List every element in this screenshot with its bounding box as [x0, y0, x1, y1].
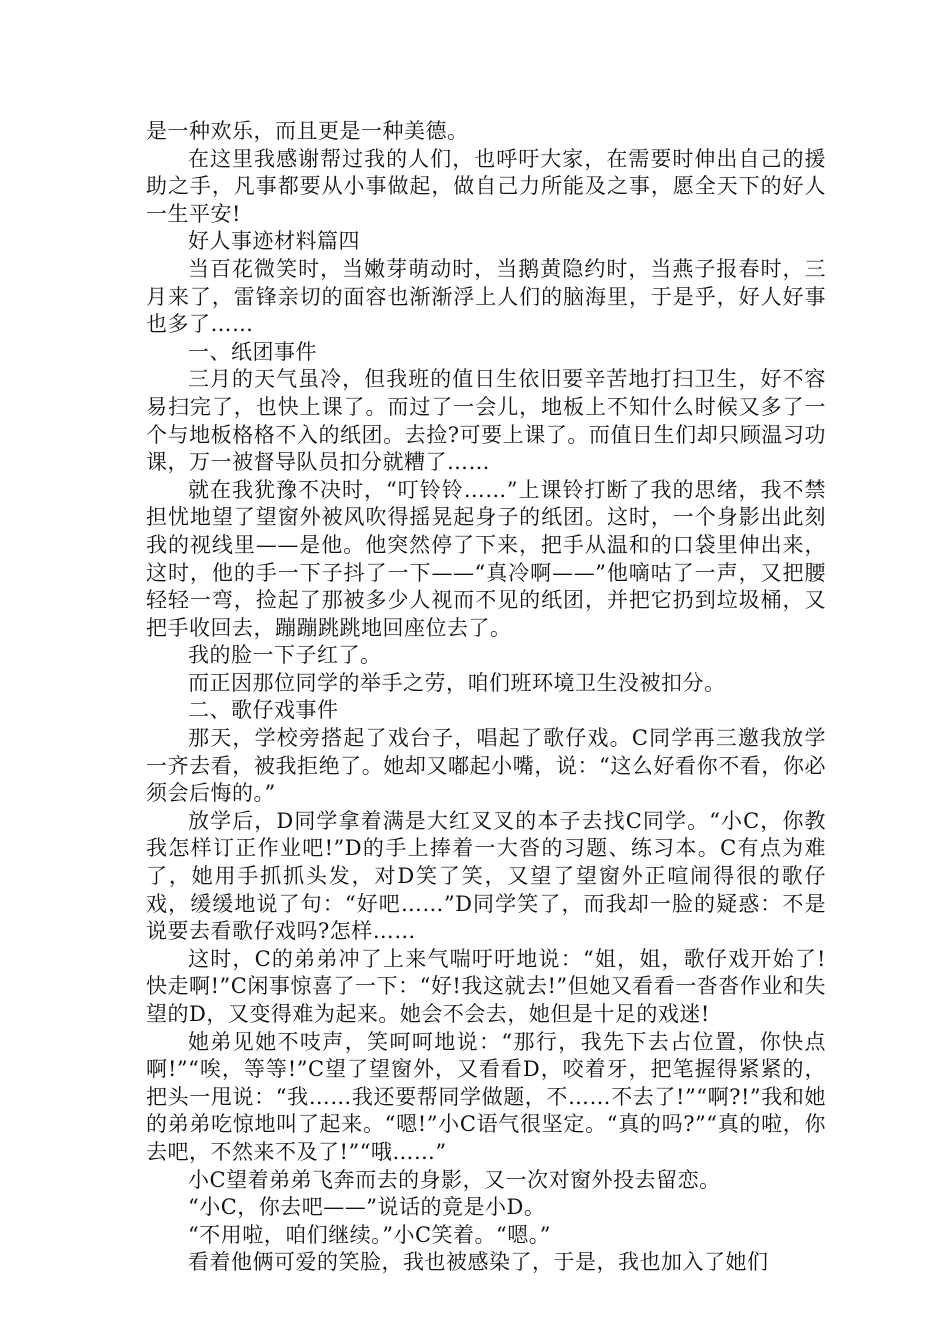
paragraph: 小C望着弟弟飞奔而去的身影，又一次对窗外投去留恋。	[188, 1167, 721, 1192]
paragraph: 当百花微笑时，当嫩芽萌动时，当鹅黄隐约时，当燕子报春时，三月来了，雷锋亲切的面容也渐渐浮上人们的脑海里，于是乎，好人好事也多了……	[146, 256, 826, 337]
paragraph: 三月的天气虽冷，但我班的值日生依旧要辛苦地打扫卫生，好不容易扫完了，也快上课了。而过了一会儿，地板上不知什么时候又多了一个与地板格格不入的纸团。去捡?可要上课了。而值日生们却只顾温习功课，万一被督导队员扣分就糟了……	[146, 367, 826, 475]
document-body	[146, 118, 826, 1277]
paragraph: 是一种欢乐，而且更是一种美德。	[146, 119, 469, 143]
paragraph: 放学后，D同学拿着满是大红叉叉的本子去找C同学。“小C，你教我怎样订正作业吧!”D的手上捧着一大沓的习题、练习本。C有点为难了，她用手抓抓头发，对D笑了笑，又望了望窗外正喧闹得很的歌仔戏，缓缓地说了句：“好吧……”D同学笑了，而我却一脸的疑惑：不是说要去看歌仔戏吗?怎样……	[146, 808, 826, 944]
subsection-title: 二、歌仔戏事件	[188, 698, 339, 723]
paragraph: 她弟见她不吱声，笑呵呵地说：“那行，我先下去占位置，你快点啊!”“唉，等等!”C望了望窗外，又看看D，咬着牙，把笔握得紧紧的，把头一甩说：“我……我还要帮同学做题，不……不去了!”“啊?!”我和她的弟弟吃惊地叫了起来。“嗯!”小C语气很坚定。“真的吗?”“真的啦，你去吧，不然来不及了!”“哦……”	[146, 1029, 826, 1164]
paragraph: 这时，C的弟弟冲了上来气喘吁吁地说：“姐，姐，歌仔戏开始了!快走啊!”C闲事惊喜了一下：“好!我这就去!”但她又看看一沓沓作业和失望的D，又变得难为起来。她会不会去，她但是十足的戏迷!	[146, 946, 826, 1026]
paragraph: “不用啦，咱们继续。”小C笑着。“嗯。”	[188, 1222, 552, 1247]
section-title: 好人事迹材料篇四	[188, 229, 360, 254]
paragraph: 而正因那位同学的举手之劳，咱们班环境卫生没被扣分。	[188, 670, 726, 695]
paragraph: “小C，你去吧——”说话的竟是小D。	[188, 1195, 546, 1220]
paragraph: 那天，学校旁搭起了戏台子，唱起了歌仔戏。C同学再三邀我放学一齐去看，被我拒绝了。她却又嘟起小嘴，说：“这么好看你不看，你必须会后悔的。”	[146, 726, 826, 806]
paragraph: 看着他俩可爱的笑脸，我也被感染了，于是，我也加入了她们	[188, 1250, 769, 1275]
paragraph: 就在我犹豫不决时，“叮铃铃……”上课铃打断了我的思绪，我不禁担忧地望了望窗外被风吹得摇晃起身子的纸团。这时，一个身影出此刻我的视线里——是他。他突然停了下来，把手从温和的口袋里伸出来，这时，他的手一下子抖了一下——“真冷啊——”他嘀咕了一声，又把腰轻轻一弯，捡起了那被多少人视而不见的纸团，并把它扔到垃圾桶，又把手收回去，蹦蹦跳跳地回座位去了。	[146, 477, 826, 640]
subsection-title: 一、纸团事件	[188, 339, 317, 364]
paragraph: 在这里我感谢帮过我的人们，也呼吁大家，在需要时伸出自己的援助之手，凡事都要从小事做起，做自己力所能及之事，愿全天下的好人一生平安!	[146, 146, 826, 226]
paragraph: 我的脸一下子红了。	[188, 643, 382, 668]
